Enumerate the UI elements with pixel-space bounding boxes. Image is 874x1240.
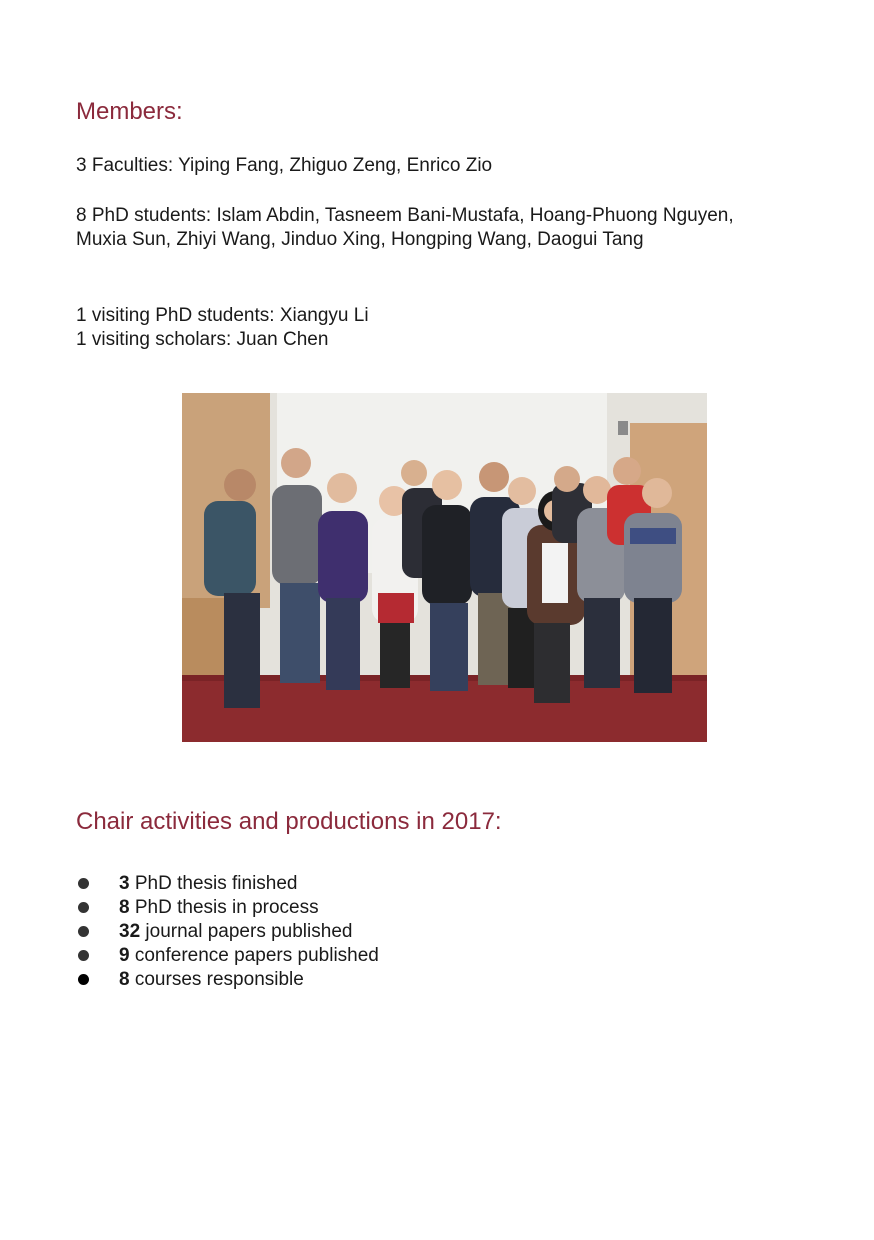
activities-heading: Chair activities and productions in 2017: (76, 808, 502, 835)
bullet-icon (78, 950, 89, 961)
item-count: 8 (119, 969, 130, 990)
visiting-scholars-line: 1 visiting scholars: Juan Chen (76, 329, 329, 350)
bullet-icon (78, 878, 89, 889)
phd-students-line: 8 PhD students: Islam Abdin, Tasneem Bani-Mustafa, Hoang-Phuong Nguyen, Muxia Sun, Zhiyi Wang, Jinduo Xing, Hongping Wang, Daogui Tang (76, 205, 734, 250)
list-item (76, 896, 379, 920)
list-item (76, 872, 379, 896)
item-text: journal papers published (140, 921, 353, 942)
list-item (76, 944, 379, 968)
item-count: 8 (119, 897, 130, 918)
item-text: PhD thesis finished (129, 873, 298, 894)
activities-list (76, 872, 379, 992)
item-text: courses responsible (129, 969, 304, 990)
list-item (76, 968, 379, 992)
bullet-icon (78, 974, 89, 985)
faculties-line: 3 Faculties: Yiping Fang, Zhiguo Zeng, Enrico Zio (76, 155, 493, 176)
visiting-block (76, 304, 756, 352)
item-count: 3 (119, 873, 130, 894)
item-text: conference papers published (129, 945, 379, 966)
bullet-icon (78, 926, 89, 937)
list-item (76, 920, 379, 944)
bullet-icon (78, 902, 89, 913)
group-photo (182, 393, 707, 742)
item-text: PhD thesis in process (129, 897, 319, 918)
item-count: 32 (119, 921, 141, 942)
item-count: 9 (119, 945, 130, 966)
visiting-phd-line: 1 visiting PhD students: Xiangyu Li (76, 305, 369, 326)
members-heading: Members: (76, 98, 183, 125)
